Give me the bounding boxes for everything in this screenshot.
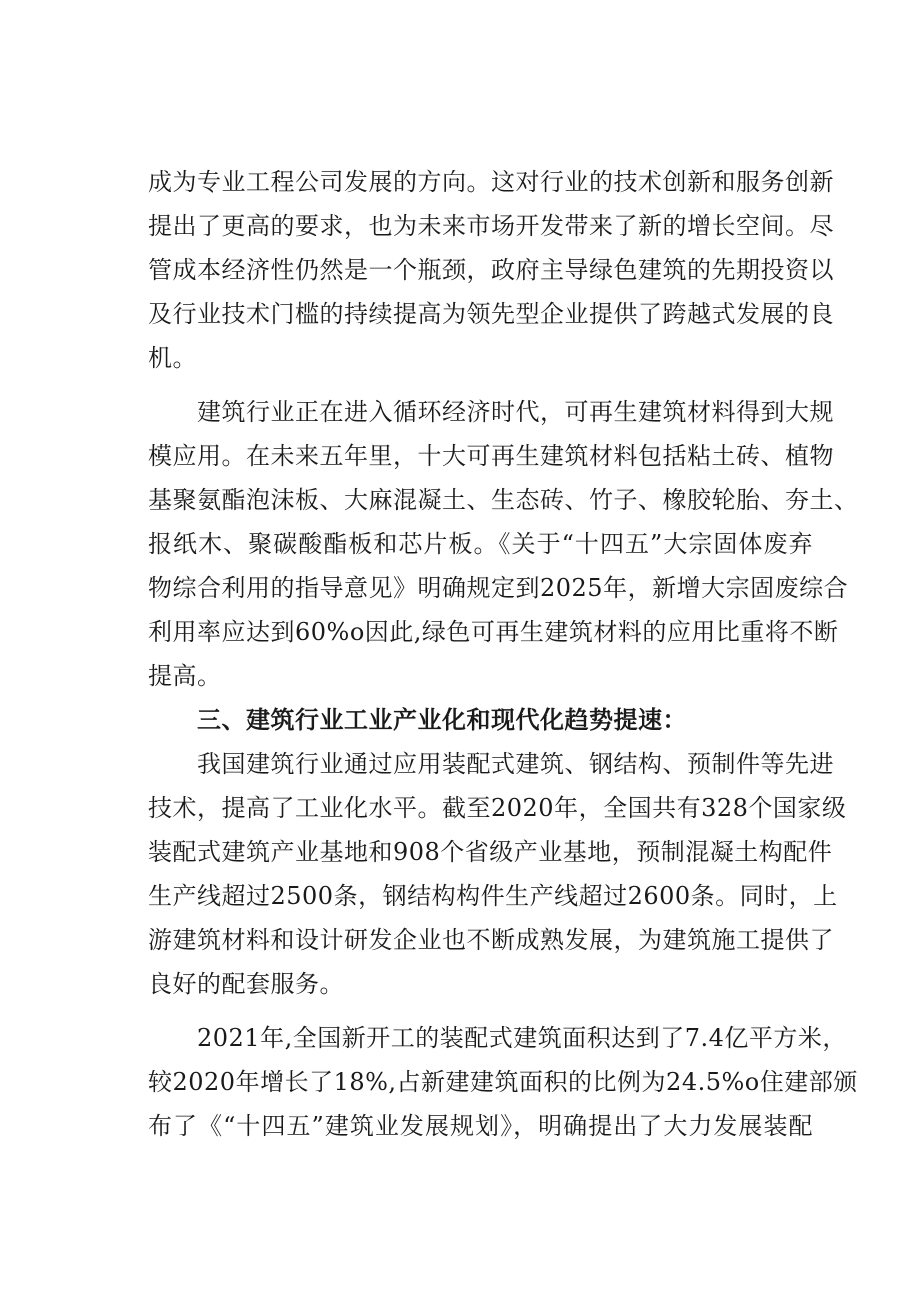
text-line: 利用率应达到60%o因此,绿色可再生建筑材料的应用比重将不断 (148, 618, 839, 646)
text-line: 提出了更高的要求，也为未来市场开发带来了新的增长空间。尽 (148, 212, 834, 240)
paragraph-4 (148, 1016, 858, 1148)
text-line: 装配式建筑产业基地和908个省级产业基地，预制混凝土构配件 (148, 838, 833, 866)
text-line: 良好的配套服务。 (148, 970, 344, 998)
text-line: 2021年,全国新开工的装配式建筑面积达到了7.4亿平方米， (148, 1024, 847, 1052)
text-line: 建筑行业正在进入循环经济时代，可再生建筑材料得到大规 (148, 398, 834, 426)
section-heading-text: 三、建筑行业工业产业化和现代化趋势提速： (148, 706, 687, 734)
text-line: 游建筑材料和设计研发企业也不断成熟发展，为建筑施工提供了 (148, 926, 834, 954)
text-line: 技术，提高了工业化水平。截至2020年，全国共有328个国家级 (148, 794, 847, 822)
text-line: 较2020年增长了18%,占新建建筑面积的比例为24.5%o住建部颁 (148, 1068, 858, 1096)
text-line: 我国建筑行业通过应用装配式建筑、钢结构、预制件等先进 (148, 750, 834, 778)
document-page (148, 160, 859, 1148)
text-line: 机。 (148, 344, 197, 372)
paragraph-3 (148, 742, 847, 1006)
section-heading (148, 698, 813, 742)
text-line: 报纸木、聚碳酸酯板和芯片板。《关于“十四五”大宗固体废弃 (148, 530, 813, 558)
text-line: 及行业技术门槛的持续提高为领先型企业提供了跨越式发展的良 (148, 300, 834, 328)
paragraph-1 (148, 160, 834, 380)
text-line: 物综合利用的指导意见》明确规定到2025年，新增大宗固废综合 (148, 574, 849, 602)
text-line: 生产线超过2500条，钢结构构件生产线超过2600条。同时，上 (148, 882, 838, 910)
text-line: 模应用。在未来五年里，十大可再生建筑材料包括粘土砖、植物 (148, 442, 834, 470)
text-line: 布了《“十四五”建筑业发展规划》，明确提出了大力发展装配 (148, 1112, 813, 1140)
text-line: 管成本经济性仍然是一个瓶颈，政府主导绿色建筑的先期投资以 (148, 256, 834, 284)
text-line: 提高。 (148, 662, 222, 690)
text-line: 基聚氨酯泡沫板、大麻混凝土、生态砖、竹子、橡胶轮胎、夯土、 (148, 486, 859, 514)
paragraph-2 (148, 390, 859, 698)
text-line: 成为专业工程公司发展的方向。这对行业的技术创新和服务创新 (148, 168, 834, 196)
